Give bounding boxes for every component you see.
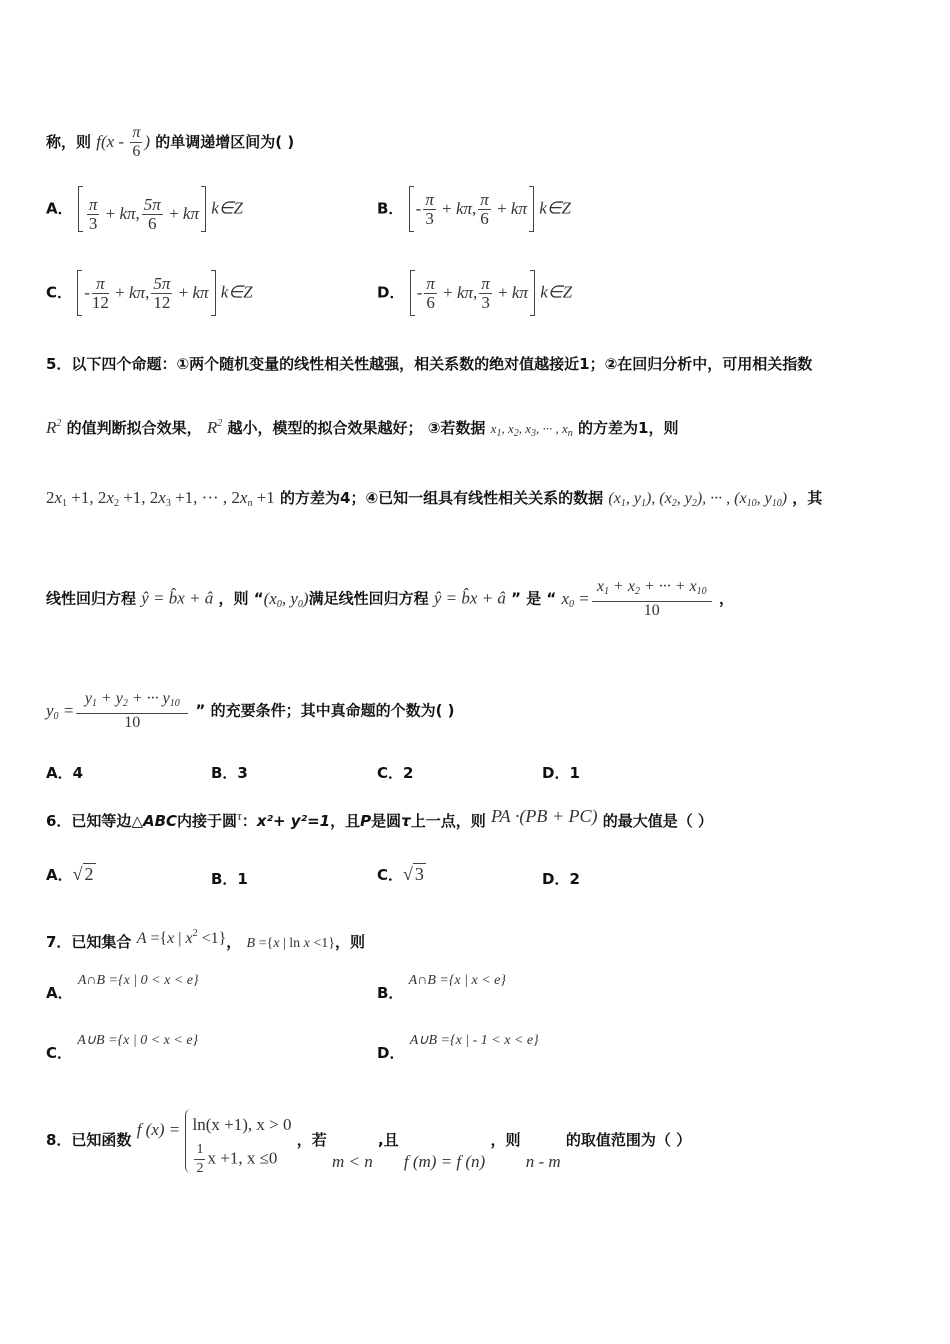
option-label: A． [46,866,73,884]
frac-num: π [92,275,109,294]
y0-frac: $\frac{y_1 + y_2 + \cdot\cdot\cdot y_{10}}{10}$ [76,690,188,732]
q5-text-4d: ” 是 “ [511,589,557,608]
q8-line [46,1090,692,1176]
q4-option-b[interactable] [377,186,571,232]
q4-tail-post: 的单调递增区间为( ) [155,133,295,151]
option-label: D．1 [542,764,580,782]
frac-num: π [426,273,435,293]
frac-den: 3 [481,292,490,312]
q5-text-4c: 满足线性回归方程 [308,589,429,608]
frac-num: π [425,189,434,209]
sign: - [416,283,423,302]
option-label: D． [377,283,405,302]
option-label: A． [46,199,73,218]
y0-label: $y_0$ = [46,700,75,722]
piecewise-case-2-tail: x +1, x ≤0 [207,1147,278,1167]
q5-option-b[interactable] [211,762,248,783]
q6-mid2: ： [241,812,257,830]
sign: - [84,283,90,302]
q6-option-a[interactable] [46,864,96,885]
frac-a [87,196,100,233]
sqrt-2: √ 2 [72,864,94,884]
q4-option-a[interactable] [46,186,243,232]
frac-den: 3 [425,208,434,228]
option-expr: A∪B ={x | - 1 < x < e} [409,1033,539,1048]
sqrt-3: √ 3 [403,864,424,884]
q5-text-4e: ， [719,589,735,608]
frac-b [142,196,163,233]
q5-option-c[interactable] [377,762,413,783]
q5-line-5 [46,690,455,732]
q5-text-5a: ” 的充要条件；其中真命题的个数为( ) [195,701,455,720]
frac-den: 3 [88,213,98,233]
q6-mid1: 内接于圆 [177,812,238,830]
q5-line-1 [46,354,812,374]
q6-tau-super: τ [237,808,242,823]
q5-text-3a: 的方差为4；④已知一组具有线性相关关系的数据 [280,489,604,507]
frac-b [478,191,491,228]
option-expr: A∩B ={x | 0 < x < e} [77,973,199,988]
frac-a [92,275,109,312]
option-label: D． [377,1044,405,1062]
frac-a [423,191,436,228]
q8-fx: f (x) = [136,1120,181,1139]
frac-num: π [480,189,489,209]
frac-den: 6 [426,292,435,312]
interval-bracket: - $\frac{\pi}{12}$ + kπ , $\frac{5\pi}{12}$ + kπ [77,270,215,316]
q7-pre: 7．已知集合 [46,933,132,951]
r-squared: $R^2$ [46,418,62,437]
option-label: B． [377,984,404,1002]
option-label: C． [377,866,404,884]
frac-den: 12 [153,292,171,312]
x0-label: $x_0$ = [561,588,590,610]
frac-num: 5π [153,273,171,293]
frac-den: 6 [148,213,157,233]
option-label: D．2 [542,870,580,888]
vector-expr: PA ·(PB + PC) [490,806,598,826]
q7-line [46,924,365,954]
q7-post: ，则 [335,933,366,951]
x0-frac: $\frac{x_1 + x_2 + \cdot\cdot\cdot + x_{10}}{10}$ [592,578,712,620]
q6-circle-eq: x²+ y²=1 [256,812,331,830]
q8-cond-m-lt-n: m < n [331,1152,373,1171]
q4-expr-frac-num: π [132,124,141,141]
frac-den: 12 [91,292,109,312]
r-squared-2: $R^2$ [206,418,223,437]
q6-post: 的最大值是（ ） [602,812,713,830]
option-tail: k∈Z [540,282,573,302]
q6-mid3: ，且 [330,812,361,830]
piecewise-brace [185,1109,292,1176]
piecewise-case-2: $\frac{1}{2}$ x +1, x ≤0 [196,1141,278,1176]
frac-a [424,275,437,312]
transformed-seq: $2x_1 +1$, $2x_2 +1$, $2x_3 +1$, ··· , $2x_n +1$ [46,488,275,509]
q5-option-a[interactable] [46,762,83,783]
interval-bracket: - $\frac{\pi}{3}$ + kπ , $\frac{\pi}{6}$ + kπ [409,186,534,232]
q5-text-3b: ，其 [792,489,823,507]
q6-p: P [360,812,372,830]
q5-text-2b: 越小，模型的拟合效果越好； ③若数据 [227,419,486,437]
option-expr: A∪B ={x | 0 < x < e} [77,1033,199,1048]
q6-option-b[interactable] [211,868,248,889]
q6-pre: 6．已知等边△ [46,812,143,830]
regression-eq: ŷ = b̂x + â [141,588,214,608]
option-expr: A∩B ={x | x < e} [408,973,506,988]
interval-bracket: - $\frac{\pi}{6}$ + kπ , $\frac{\pi}{3}$ + kπ [410,270,535,316]
frac-den: 6 [480,208,489,228]
option-tail: k∈Z [211,198,244,218]
q6-mid4: 是圆 [371,812,402,830]
q7-option-d[interactable] [377,1030,539,1063]
option-label: B．3 [211,764,248,782]
interval-bracket: $\frac{\pi}{3}$ + kπ , $\frac{5\pi}{6}$ + kπ [78,186,206,232]
q6-tau: τ [401,812,411,830]
q4-tail-pre: 称，则 [46,133,92,151]
q6-abc: ABC [142,812,178,830]
q4-expr-func: f(x - [96,132,129,151]
option-tail: k∈Z [220,282,253,302]
q8-pre: 8．已知函数 [46,1131,132,1149]
sign: - [415,199,422,218]
q5-text-2a: 的值判断拟合效果， [66,419,202,437]
data-pairs: ($x_1$, $y_1$), ($x_2$, $y_2$), ··· , ($x_{10}$, $y_{10}$) [608,490,788,509]
q6-option-d[interactable] [542,868,580,889]
option-label: B． [377,199,404,218]
q8-post: 的取值范围为（ ） [565,1131,692,1149]
q5-text-2c: 的方差为1，则 [578,419,679,437]
q8-mid2: ,且 [377,1131,399,1149]
q7-option-a[interactable] [46,970,199,1003]
option-tail: k∈Z [539,198,572,218]
q5-text-4a: 线性回归方程 [46,589,137,608]
frac-b [151,275,172,312]
q4-tail-line [46,124,294,161]
q5-text-1: 5．以下四个命题：①两个随机变量的线性相关性越强，相关系数的绝对值越接近1；②在回归分析中，可用相关指数 [46,355,813,373]
set-a: A ={x | $x^2 <1$} [136,928,227,947]
q8-cond-n-minus-m: n - m [525,1152,561,1171]
point-x0y0: ($x_0$, $y_0$) [263,588,309,610]
frac-num: 5π [143,194,161,214]
q4-option-c[interactable] [46,270,253,316]
q8-mid1: ，若 [296,1131,327,1149]
q7-option-c[interactable] [46,1030,198,1063]
option-label: B．1 [211,870,248,888]
frac-num: π [481,273,490,293]
option-label: A． [46,984,73,1002]
q7-option-b[interactable] [377,970,506,1003]
q8-mid3: ，则 [490,1131,521,1149]
frac-b [479,275,492,312]
option-label: C． [46,283,73,302]
q8-cond-fm-eq-fn: f (m) = f (n) [403,1152,486,1171]
option-label: C． [46,1044,73,1062]
q4-expr-close: ) [144,132,151,151]
q7-sep: ， [226,933,242,951]
option-label: C．2 [377,764,414,782]
frac-num: π [88,194,98,214]
q6-mid5: 上一点，则 [410,812,486,830]
q5-option-d[interactable] [542,762,580,783]
q5-text-4b: ，则 “ [218,589,264,608]
q5-line-3 [46,488,822,514]
q6-line [46,806,713,831]
regression-eq-2: ŷ = b̂x + â [433,588,506,608]
piecewise-case-1: ln(x +1), x > 0 [192,1114,292,1134]
q5-line-4 [46,578,734,620]
q6-option-c[interactable] [377,864,426,885]
q4-expr-frac [130,124,142,161]
set-b: B ={x | ln x <1} [246,936,335,951]
data-seq: $x_1$, $x_2$, $x_3$, ··· , $x_n$ [490,421,573,439]
q4-expr-frac-den: 6 [132,143,141,160]
q4-option-d[interactable] [377,270,572,316]
q5-line-2 [46,414,678,444]
option-label: A．4 [46,764,84,782]
